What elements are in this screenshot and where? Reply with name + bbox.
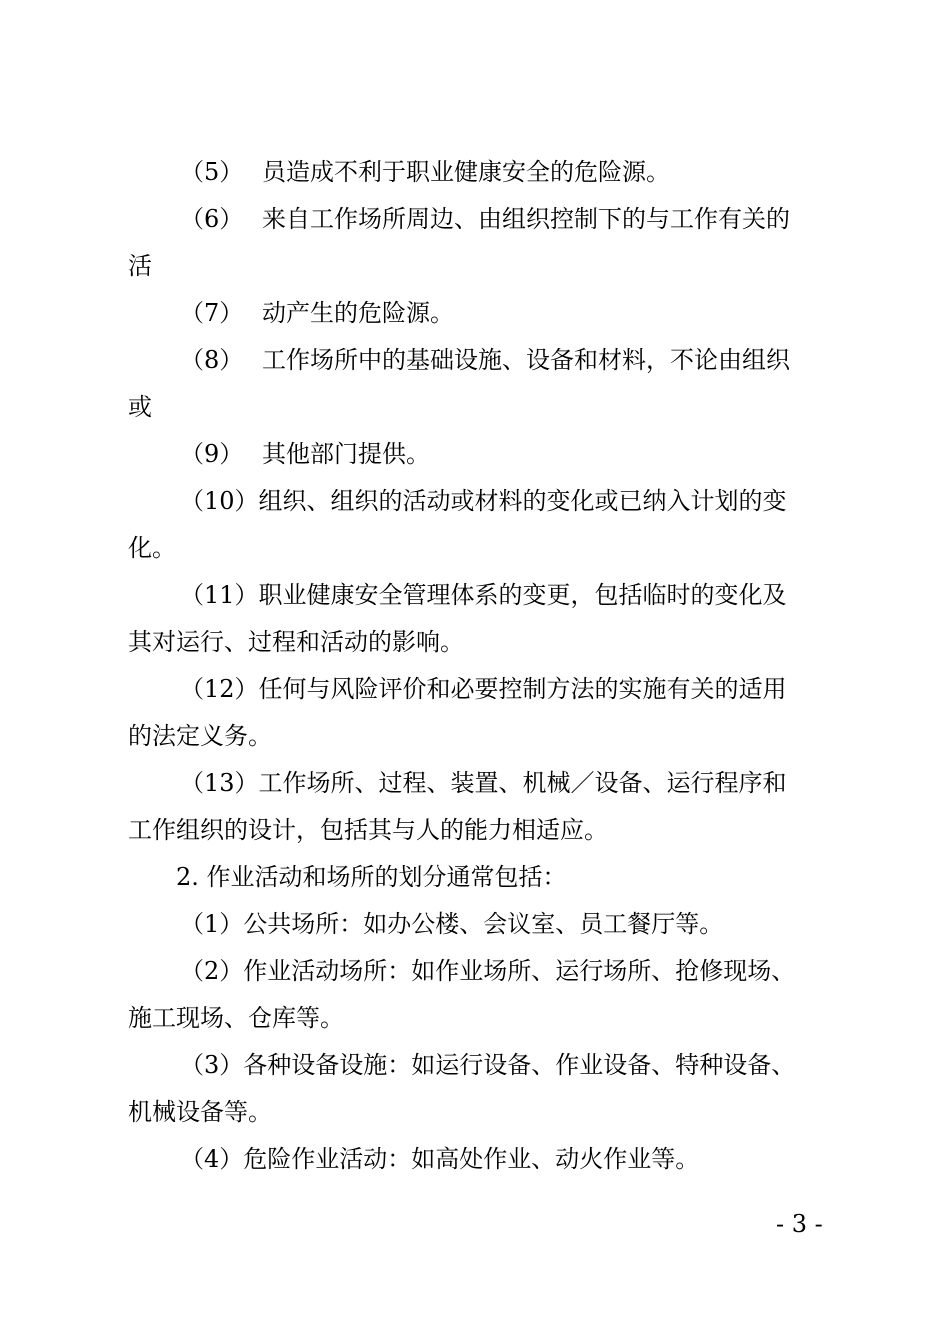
list-item-8-continuation: 或	[128, 393, 152, 421]
item-text: 工作场所中的基础设施、设备和材料，不论由组织	[262, 346, 790, 374]
item-text: 组织、组织的活动或材料的变化或已纳入计划的变	[258, 487, 787, 515]
item-text: 来自工作场所周边、由组织控制下的与工作有关的	[262, 205, 790, 233]
section2-item-1: （1）公共场所：如办公楼、会议室、员工餐厅等。	[180, 910, 724, 938]
item-number: （12）	[180, 675, 259, 703]
item-number: （9）	[180, 440, 244, 468]
list-item-12-continuation: 的法定义务。	[128, 722, 272, 750]
section2-item-2: （2）作业活动场所：如作业场所、运行场所、抢修现场、	[180, 957, 796, 985]
item-text: 任何与风险评价和必要控制方法的实施有关的适用	[258, 675, 787, 703]
item-number: （7）	[180, 299, 244, 327]
list-item-10-continuation: 化。	[128, 534, 176, 562]
item-number: （13）	[180, 769, 259, 797]
item-text: 动产生的危险源。	[262, 299, 454, 327]
list-item-5	[180, 156, 670, 188]
item-text: 工作场所、过程、装置、机械／设备、运行程序和	[258, 769, 787, 797]
item-number: （6）	[180, 205, 244, 233]
list-item-11	[180, 579, 787, 611]
list-item-13-continuation: 工作组织的设计，包括其与人的能力相适应。	[128, 816, 608, 844]
list-item-9	[180, 438, 430, 470]
item-number: （10）	[180, 487, 259, 515]
item-text: 员造成不利于职业健康安全的危险源。	[262, 158, 670, 186]
section2-item-4: （4）危险作业活动：如高处作业、动火作业等。	[180, 1145, 700, 1173]
section2-item-2-continuation: 施工现场、仓库等。	[128, 1004, 344, 1032]
item-number: （8）	[180, 346, 244, 374]
section-heading: 2. 作业活动和场所的划分通常包括：	[176, 863, 567, 891]
list-item-13	[180, 767, 787, 799]
list-item-7	[180, 297, 454, 329]
list-item-12	[180, 673, 787, 705]
list-item-8	[180, 344, 790, 376]
list-item-11-continuation: 其对运行、过程和活动的影响。	[128, 628, 464, 656]
item-number: （11）	[180, 581, 259, 609]
item-text: 职业健康安全管理体系的变更，包括临时的变化及	[258, 581, 787, 609]
list-item-6-continuation: 活	[128, 252, 152, 280]
page-number: - 3 -	[776, 1210, 823, 1238]
section2-item-3: （3）各种设备设施：如运行设备、作业设备、特种设备、	[180, 1051, 796, 1079]
item-number: （5）	[180, 158, 244, 186]
section2-item-3-continuation: 机械设备等。	[128, 1098, 272, 1126]
item-text: 其他部门提供。	[262, 440, 430, 468]
list-item-6	[180, 203, 832, 235]
list-item-10	[180, 485, 787, 517]
